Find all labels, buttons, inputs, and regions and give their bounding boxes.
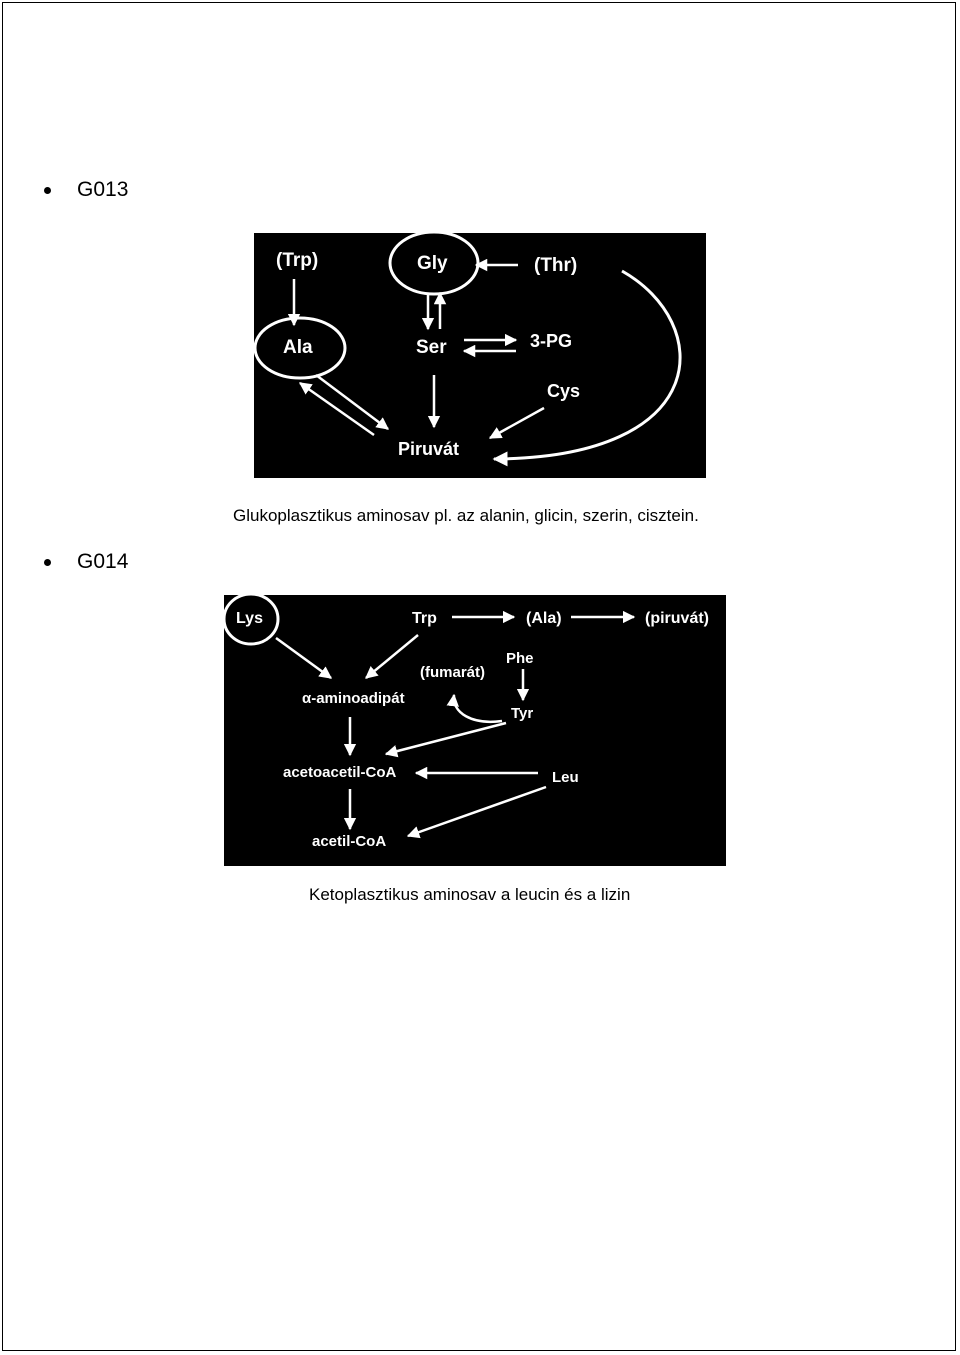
node-fumarat: (fumarát) — [420, 664, 486, 681]
bullet-item-g013 — [44, 178, 128, 202]
node-3pg: 3-PG — [530, 331, 573, 351]
ketogenic-diagram — [224, 595, 726, 866]
node-leu: Leu — [552, 769, 579, 786]
node-piruvat: (piruvát) — [645, 610, 709, 627]
node-ser: Ser — [416, 337, 447, 358]
node-cys: Cys — [547, 381, 581, 401]
node-gly: Gly — [417, 253, 448, 274]
lys-to-aminoadipat-arrow — [276, 638, 331, 678]
node-ala: Ala — [283, 337, 313, 358]
node-acetil: acetil-CoA — [312, 833, 387, 850]
ketogenic-diagram-svg — [224, 595, 726, 866]
trp-to-aminoadipat-arrow — [366, 635, 418, 678]
caption-g014: Ketoplasztikus aminosav a leucin és a lizin — [309, 885, 631, 904]
node-phe: Phe — [506, 650, 534, 667]
node-piruvat: Piruvát — [398, 439, 460, 459]
node-ala: (Ala) — [526, 610, 562, 627]
node-lys: Lys — [236, 610, 263, 627]
section-heading-g013: G013 — [77, 178, 129, 201]
tyr-to-fumarat-arrow — [454, 695, 502, 722]
node-tyr: Tyr — [511, 705, 534, 722]
caption-g013: Glukoplasztikus aminosav pl. az alanin, glicin, szerin, cisztein. — [233, 506, 699, 525]
node-thr: (Thr) — [534, 255, 578, 276]
glucogenic-diagram-svg — [254, 233, 706, 478]
glucogenic-diagram — [254, 233, 706, 478]
node-acetoacetil: acetoacetil-CoA — [283, 764, 397, 781]
leu-to-acetil-arrow — [408, 787, 546, 836]
bullet-icon — [44, 559, 51, 566]
bullet-icon — [44, 187, 51, 194]
section-heading-g014: G014 — [77, 550, 129, 573]
cys-to-piruvat-arrow — [490, 408, 544, 438]
node-trp: Trp — [412, 610, 437, 627]
node-aminoadipat: α-aminoadipát — [302, 690, 405, 707]
thr-to-piruvat-arrow — [494, 271, 680, 459]
tyr-to-acetoacetil-arrow — [386, 723, 506, 754]
node-trp: (Trp) — [276, 250, 319, 271]
bullet-item-g014 — [44, 550, 128, 574]
